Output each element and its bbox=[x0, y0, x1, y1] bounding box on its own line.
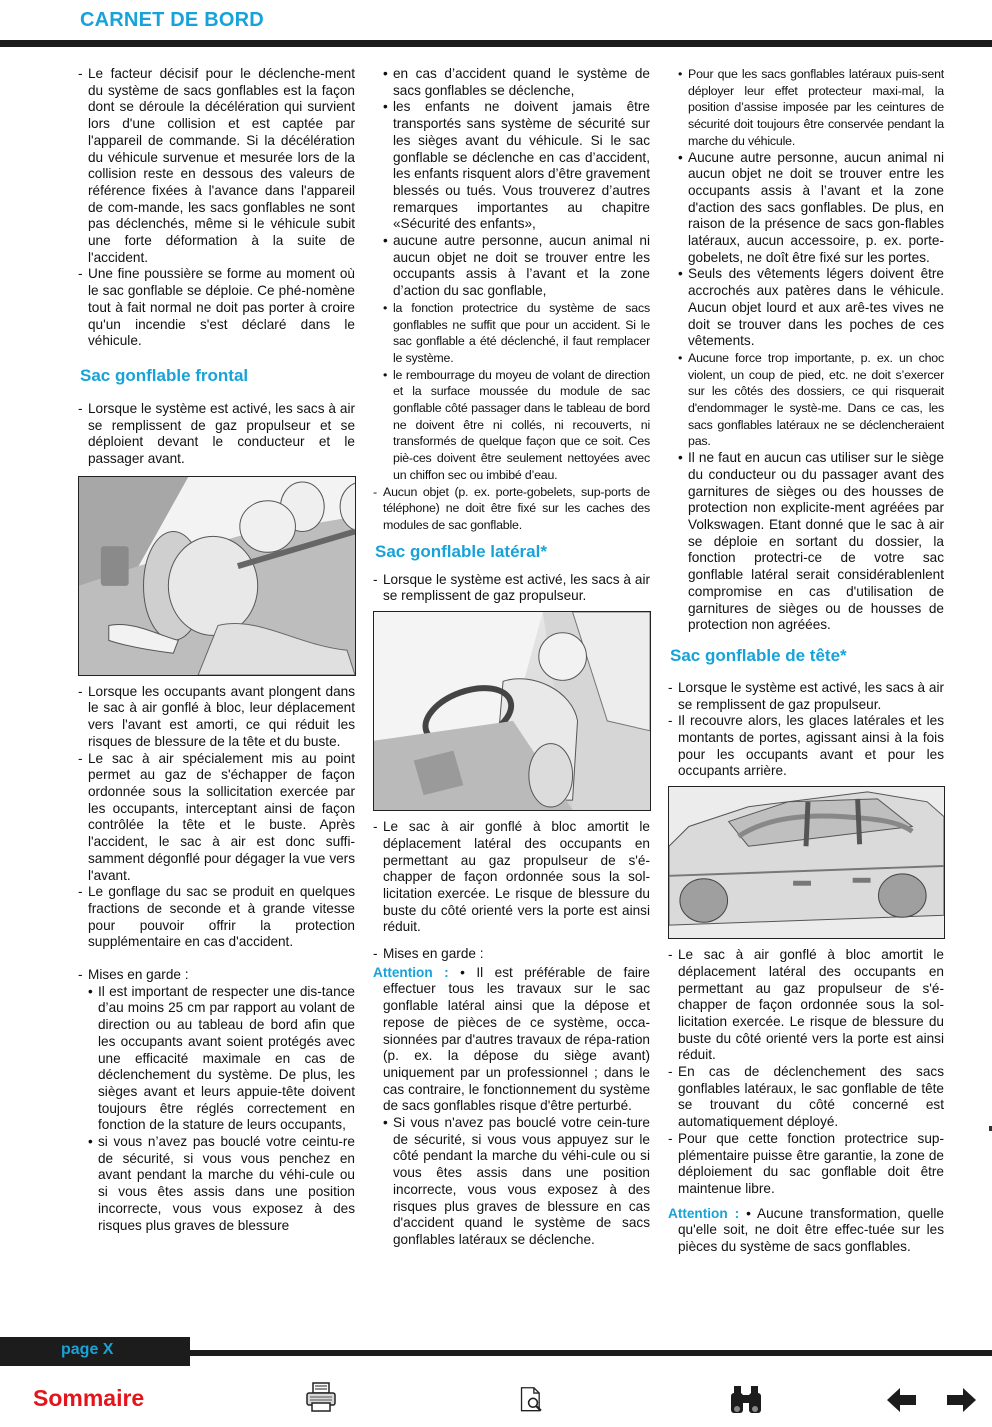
paragraph: - Le gonflage du sac se produit en quelques fractions de seconde et à grande vitesse pour pouvoir offrir la protection supplémentaire en cas d'accident. bbox=[78, 884, 355, 951]
header-bar bbox=[0, 40, 992, 47]
printer-icon[interactable] bbox=[304, 1381, 338, 1415]
warnings-label: - Mises en garde : bbox=[373, 946, 650, 963]
binoculars-icon[interactable] bbox=[728, 1383, 762, 1417]
paragraph: - Pour que cette fonction protectrice sup-plémentaire puisse être garantie, la zone de déploiement du sac gonflable doit être maintenue libre. bbox=[668, 1131, 944, 1198]
section-heading-frontal: Sac gonflable frontal bbox=[80, 365, 249, 385]
arrow-left-icon[interactable] bbox=[885, 1385, 919, 1419]
attention-note bbox=[668, 1206, 944, 1256]
attention-note bbox=[373, 965, 650, 1115]
head-airbag-illustration bbox=[668, 786, 945, 939]
frontal-airbag-illustration bbox=[78, 476, 356, 676]
paragraph: - Le facteur décisif pour le déclenche-ment du système de sacs gonflables est la façon dont se déroule la décélération qui survient lors d'une collision et est captée par l'appareil de commande. Si la décélération du véhicule survenue et mesurée lors de la collision reste en dessous des valeurs de référence fixées à l'avance dans l'appareil de com-mande, les sacs gonflables ne sont pas déclenchés, même si le véhicule subit une forte déformation à la suite de l'accident. bbox=[78, 66, 355, 266]
arrow-right-icon[interactable] bbox=[944, 1385, 978, 1419]
bullet-item: • Si vous n'avez pas bouclé votre cein-ture de sécurité, si vous vous appuyez sur le côté pendant la marche du véhi-cule ou si vous êtes assis dans une position incorrecte, vous vous exposez à des risques plus graves de blessure en cas d'accident quand le système de sacs gonflables latéraux se déclenche. bbox=[383, 1115, 650, 1249]
paragraph: - Lorsque le système est activé, les sacs à air se remplissent de gaz propulseur et se déploient devant le conducteur et le passager avant. bbox=[78, 401, 355, 468]
warnings-label: - Mises en garde : bbox=[78, 967, 355, 984]
sommaire-link[interactable]: Sommaire bbox=[33, 1385, 145, 1411]
bullet-item: • Seuls des vêtements légers doivent être accrochés aux patères dans le véhicule. Aucun objet lourd et aux arê-tes vives ne doit se trouver dans les poches de ces vêtements. bbox=[678, 266, 944, 350]
bullet-item: • Pour que les sacs gonflables latéraux puis-sent déployer leur effet protecteur maxi-mal, la position d’assise imposée par les ceintures de sécurité doit toujours être conservée pendant la marche du véhicule. bbox=[678, 66, 944, 150]
search-document-icon[interactable] bbox=[518, 1386, 552, 1420]
section-heading-head: Sac gonflable de tête* bbox=[670, 645, 847, 665]
bullet-item: • la fonction protectrice du système de sacs gonflables ne suffit que pour un accident. Si le sac gonflable a été déclenché, il faut remplacer le système. bbox=[383, 300, 650, 367]
paragraph: - Le sac à air gonflé à bloc amortit le déplacement latéral des occupants en permettant au gaz propulseur de s'é-chapper de façon ordonnée sous la sol-licitation exercée. Le risque de blessure du buste du côté orienté vers la porte est ainsi réduit. bbox=[668, 947, 944, 1064]
paragraph: - Le sac à air gonflé à bloc amortit le déplacement latéral des occupants en permettant au gaz propulseur de s'é-chapper de façon ordonnée sous la sol-licitation exercée. Le risque de blessure du buste du côté orienté vers la porte est ainsi réduit. bbox=[373, 819, 650, 936]
side-airbag-illustration bbox=[373, 611, 651, 811]
bullet-item: • les enfants ne doivent jamais être transportés sans système de sécurité sur les sièges avant du véhicule. Si le sac gonflable se déclenche en cas d’accident, les enfants risquent alors d’être gravement blessés ou tués. Vous trouverez d’autres remarques importantes au chapitre «Sécurité des enfants», bbox=[383, 99, 650, 233]
bullet-item: • Il est important de respecter une dis-tance d’au moins 25 cm par rapport au volant de direction ou au tableau de bord afin que les occupants avant soient protégés avec une efficacité maximale en cas de déclenchement du système. De plus, les sièges avant et leurs appuie-tête doivent toujours être réglés correctement en fonction de la stature de leurs occupants, bbox=[88, 984, 355, 1134]
paragraph: - Lorsque le système est activé, les sacs à air se remplissent de gaz propulseur. bbox=[373, 572, 650, 605]
header-title: CARNET DE BORD bbox=[80, 9, 264, 31]
paragraph: - Il recouvre alors, les glaces latérales et les montants de portes, agissant ainsi à la fois pour les occupants avant et pour les occupants arrière. bbox=[668, 713, 944, 780]
bullet-item: • si vous n’avez pas bouclé votre ceintu-re de sécurité, si vous vous penchez en avant pendant la marche du véhi-cule ou si vous êtes assis dans une position incorrecte, vous vous exposez à des risques plus graves de blessure bbox=[88, 1134, 355, 1234]
attention-label: Attention : bbox=[668, 1205, 740, 1221]
paragraph: - Lorsque les occupants avant plongent dans le sac à air gonflé à bloc, leur déplacement vers l'avant est amorti, ce qui réduit les risques de blessure de la tête et du buste. bbox=[78, 684, 355, 751]
bullet-item: • Aucune force trop importante, p. ex. un choc violent, un coup de pied, etc. ne doit s’exercer sur les côtés des dossiers, ce qui risquerait d'endommager le systè-me. Dans ce cas, les sacs gonflables latéraux ne se déclencheraient pas. bbox=[678, 350, 944, 450]
column-3 bbox=[668, 66, 944, 1256]
bullet-item: • Aucune autre personne, aucun animal ni aucun objet ne doit se trouver entre les occupants assis à l’avant et la zone d'action des sacs gonflables. De plus, en raison de la présence de sacs gon-flables latéraux, aucun accessoire, p. ex. porte-gobelets, ne doît être fixé sur les portes. bbox=[678, 150, 944, 267]
column-2 bbox=[373, 66, 650, 1249]
page-number: page X bbox=[61, 1341, 114, 1358]
attention-text: • Il est préférable de faire effectuer tous les travaux sur le sac gonflable latéral ainsi que la dépose et repose de pièces de ce système, occa-sionnées par d'autres travaux de répa-ration (p. ex. la dépose du siège avant) uniquement par un professionnel ; dans le cas contraire, le fonctionnement du système de sacs gonflables risque d'être perturbé. bbox=[383, 964, 650, 1114]
section-heading-lateral: Sac gonflable latéral* bbox=[375, 541, 547, 561]
bullet-item: • le rembourrage du moyeu de volant de direction et la surface moussée du module de sac gonflable côté passager dans le tableau de bord ne doivent être ni collés, ni recouverts, ni transformés de quelque façon que ce soit. Ces piè-ces doivent être seulement nettoyées avec un chiffon sec ou imbibé d’eau. bbox=[383, 367, 650, 484]
paragraph: - Aucun objet (p. ex. porte-gobelets, sup-ports de téléphone) ne doit être fixé sur les caches des modules de sac gonflable. bbox=[373, 484, 650, 534]
paragraph: - Une fine poussière se forme au moment où le sac gonflable se déploie. Ce phé-nomène tout à fait normal ne doit pas porter à croire qu'un incendie s'est déclaré dans le véhicule. bbox=[78, 266, 355, 350]
bullet-item: • aucune autre personne, aucun animal ni aucun objet ne doit se trouver entre les occupants assis à l’avant et la zone d’action du sac gonflable, bbox=[383, 233, 650, 300]
bullet-item: • Il ne faut en aucun cas utiliser sur le siège du conducteur ou du passager avant des garnitures de sièges ou des housses de protection non explicite-ment agréées par Volkswagen. Etant donné que le sac à air se déploie en sortant du dossier, la fonction protectri-ce de votre sac gonflable latéral serait considérablenlent compromise en cas d'utilisation de garnitures de sièges ou de housses de protection non agréées. bbox=[678, 450, 944, 634]
attention-text: • Aucune transformation, quelle qu'elle soit, ne doit être effec-tuée sur les pièces du système de sacs gonflables. bbox=[678, 1205, 944, 1255]
paragraph: - Le sac à air spécialement mis au point permet au gaz de s'échapper de façon ordonnée sous la sollicitation exercée par les occupants, interceptant ainsi de façon contrôlée la tête et le buste. Après l'accident, le sac à air est donc suffi-samment dégonflé pour dégager la vue vers l'avant. bbox=[78, 751, 355, 885]
column-1 bbox=[78, 66, 355, 1234]
paragraph: - En cas de déclenchement des sacs gonflables latéraux, le sac gonflable de tête se trouvant du côté concerné est automatiquement déployé. bbox=[668, 1064, 944, 1131]
attention-label: Attention : bbox=[373, 964, 449, 980]
bullet-continuation: • en cas d’accident quand le système de sacs gonflables se déclenche, bbox=[383, 66, 650, 99]
paragraph: - Lorsque le système est activé, les sacs à air se remplissent de gaz propulseur. bbox=[668, 680, 944, 713]
